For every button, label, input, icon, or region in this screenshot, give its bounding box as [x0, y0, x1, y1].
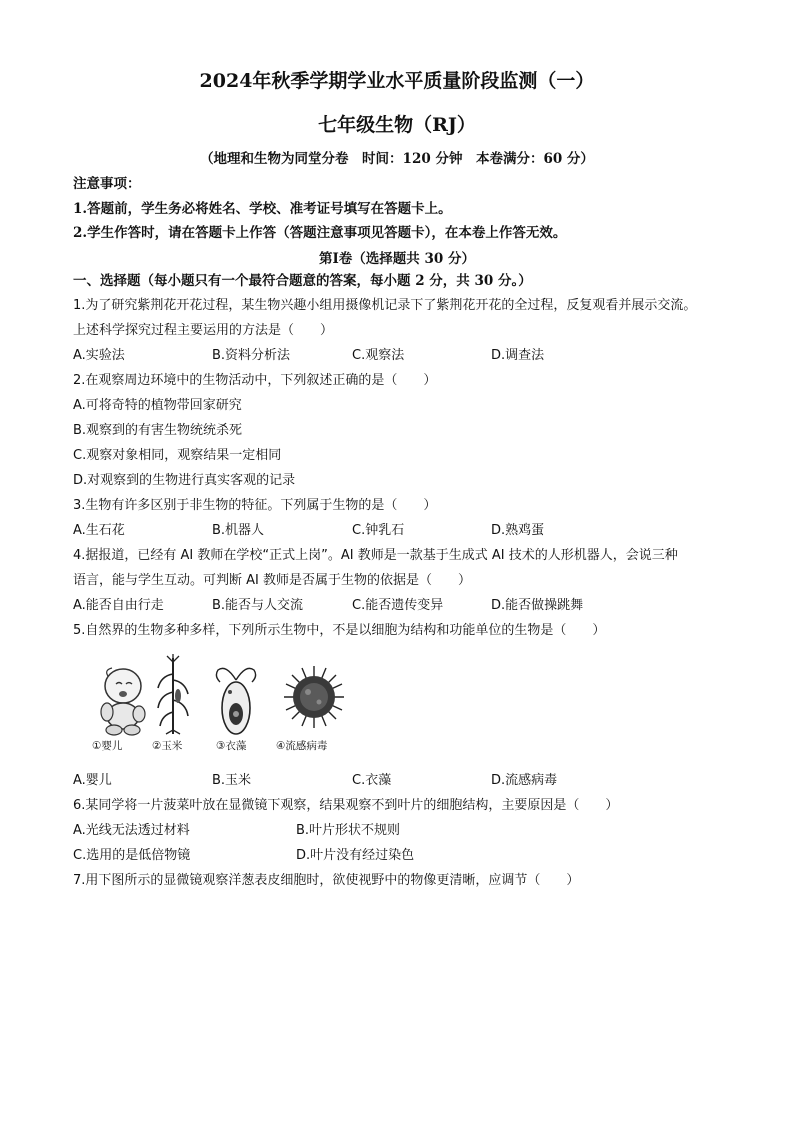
question-text: 语言，能与学生互动。可判断 AI 教师是否属于生物的依据是（ ）: [73, 573, 471, 588]
caption-influenza-virus: ④流感病毒: [276, 740, 328, 752]
option-c: C.观察对象相同，观察结果一定相同: [73, 448, 282, 463]
option-c: C.观察法: [352, 348, 405, 363]
note-item: 2.学生作答时，请在答题卡上作答（答题注意事项见答题卡），在本卷上作答无效。: [73, 225, 567, 241]
exam-info: （地理和生物为同堂分卷 时间：120 分钟 本卷满分：60 分）: [200, 151, 594, 167]
exam-subtitle: 七年级生物（RJ）: [318, 114, 476, 136]
option-c: C.衣藻: [352, 773, 392, 788]
exam-title: 2024年秋季学期学业水平质量阶段监测（一）: [199, 70, 595, 92]
option-b: B.玉米: [212, 773, 252, 788]
baby-illustration: [94, 664, 152, 736]
question-text: 3.生物有许多区别于非生物的特征。下列属于生物的是（ ）: [73, 498, 437, 513]
question-text: 2.在观察周边环境中的生物活动中，下列叙述正确的是（ ）: [73, 373, 437, 388]
option-b: B.叶片形状不规则: [296, 823, 401, 838]
option-c: C.能否遗传变异: [352, 598, 444, 613]
caption-baby: ①婴儿: [92, 740, 123, 752]
option-d: D.能否做操跳舞: [491, 598, 584, 613]
option-c: C.选用的是低倍物镜: [73, 848, 191, 863]
option-b: B.观察到的有害生物统统杀死: [73, 423, 243, 438]
organisms-figure: [88, 652, 378, 762]
option-a: A.婴儿: [73, 773, 112, 788]
note-item: 1.答题前，学生务必将姓名、学校、准考证号填写在答题卡上。: [73, 201, 452, 217]
option-b: B.机器人: [212, 523, 265, 538]
option-a: A.可将奇特的植物带回家研究: [73, 398, 242, 413]
option-d: D.对观察到的生物进行真实客观的记录: [73, 473, 296, 488]
question-text: 4.据报道，已经有 AI 教师在学校“正式上岗”。AI 教师是一款基于生成式 AI 技术的人形机器人，会说三种: [73, 548, 678, 563]
option-a: A.光线无法透过材料: [73, 823, 190, 838]
question-text: 7.用下图所示的显微镜观察洋葱表皮细胞时，欲使视野中的物像更清晰，应调节（ ）: [73, 873, 580, 888]
option-d: D.熟鸡蛋: [491, 523, 545, 538]
option-d: D.流感病毒: [491, 773, 558, 788]
chlamydomonas-illustration: [214, 660, 258, 738]
option-b: B.能否与人交流: [212, 598, 304, 613]
section-heading: 一、选择题（每小题只有一个最符合题意的答案，每小题 2 分，共 30 分。）: [73, 273, 532, 289]
option-b: B.资料分析法: [212, 348, 291, 363]
option-d: D.调查法: [491, 348, 545, 363]
section-title: 第Ⅰ卷（选择题共 30 分）: [318, 251, 475, 267]
question-text: 上述科学探究过程主要运用的方法是（ ）: [73, 323, 334, 338]
corn-illustration: [156, 654, 190, 736]
caption-corn: ②玉米: [152, 740, 183, 752]
notes-heading: 注意事项：: [73, 176, 141, 192]
question-text: 5.自然界的生物多种多样，下列所示生物中，不是以细胞为结构和功能单位的生物是（ ）: [73, 623, 606, 638]
option-a: A.生石花: [73, 523, 125, 538]
caption-chlamydomonas: ③衣藻: [216, 740, 247, 752]
option-a: A.能否自由行走: [73, 598, 164, 613]
option-c: C.钟乳石: [352, 523, 405, 538]
option-a: A.实验法: [73, 348, 125, 363]
question-text: 6.某同学将一片菠菜叶放在显微镜下观察，结果观察不到叶片的细胞结构，主要原因是（ ）: [73, 798, 619, 813]
question-text: 1.为了研究紫荆花开花过程，某生物兴趣小组用摄像机记录下了紫荆花开花的全过程，反复观看并展示交流。: [73, 298, 697, 313]
influenza-virus-illustration: [284, 662, 344, 734]
option-d: D.叶片没有经过染色: [296, 848, 415, 863]
